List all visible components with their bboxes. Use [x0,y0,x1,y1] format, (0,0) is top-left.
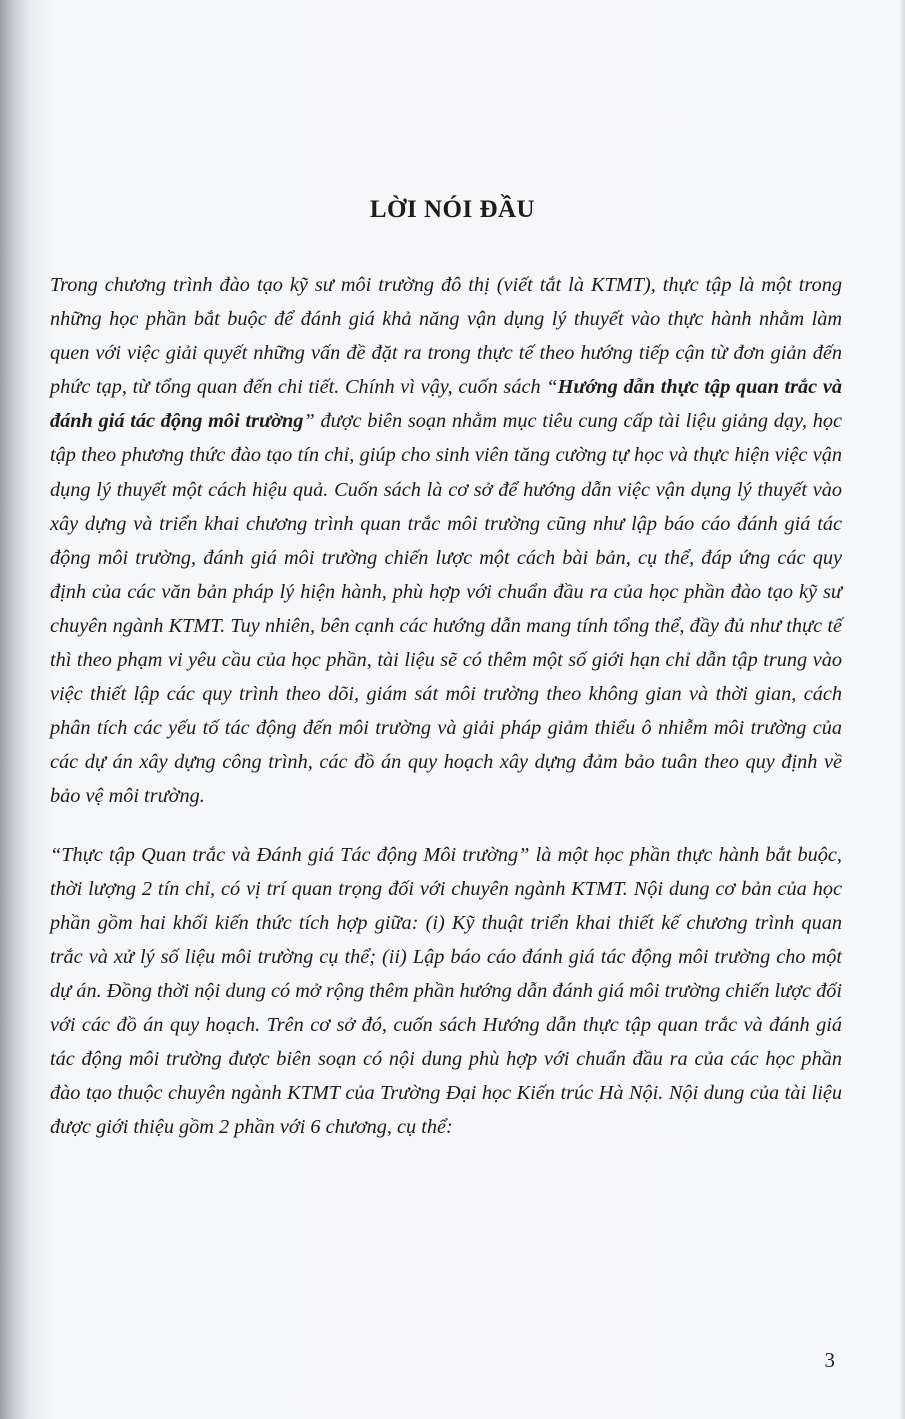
book-title: Hướng dẫn thực tập quan trắc và đánh giá tác động môi trường [50,376,842,433]
paragraph-1-text-after: ” được biên soạn nhằm mục tiêu cung cấp tài liệu giảng dạy, học tập theo phương thức đào tạo tín chỉ, giúp cho sinh viên tăng cường tự học và thực hiện việc vận dụng lý thuyết một cách hiệu quả. Cuốn sách là cơ sở để hướng dẫn việc vận dụng lý thuyết vào xây dựng và triển khai chương trình quan trắc môi trường cũng như lập báo cáo đánh giá tác động môi trường, đánh giá môi trường chiến lược một cách bài bản, cụ thể, đáp ứng các quy định của các văn bản pháp lý hiện hành, phù hợp với chuẩn đầu ra của học phần đào tạo kỹ sư chuyên ngành KTMT. Tuy nhiên, bên cạnh các hướng dẫn mang tính tổng thể, đầy đủ như thực tế thì theo phạm vi yêu cầu của học phần, tài liệu sẽ có thêm một số giới hạn chỉ dẫn tập trung vào việc thiết lập các quy trình theo dõi, giám sát môi trường theo không gian và thời gian, cách phân tích các yếu tố tác động đến môi trường và giải pháp giảm thiểu ô nhiễm môi trường của các dự án xây dựng công trình, các đồ án quy hoạch xây dựng đảm bảo tuân theo quy định về bảo vệ môi trường. [50,410,843,808]
body-text [50,268,842,1144]
page-heading: LỜI NÓI ĐẦU [369,196,536,223]
paragraph-2: “Thực tập Quan trắc và Đánh giá Tác động Môi trường” là một học phần thực hành bắt buộc, thời lượng 2 tín chỉ, có vị trí quan trọng đối với chuyên ngành KTMT. Nội dung cơ bản của học phần gồm hai khối kiến thức tích hợp giữa: (i) Kỹ thuật triển khai thiết kế chương trình quan trắc và xử lý số liệu môi trường cụ thể; (ii) Lập báo cáo đánh giá tác động môi trường cho một dự án. Đồng thời nội dung có mở rộng thêm phần hướng dẫn đánh giá môi trường chiến lược đối với các đồ án quy hoạch. Trên cơ sở đó, cuốn sách Hướng dẫn thực tập quan trắc và đánh giá tác động môi trường được biên soạn có nội dung phù hợp với chuẩn đầu ra của các học phần đào tạo thuộc chuyên ngành KTMT của Trường Đại học Kiến trúc Hà Nội. Nội dung của tài liệu được giới thiệu gồm 2 phần với 6 chương, cụ thể: [50,843,842,1139]
page-number: 3 [824,1348,835,1372]
paragraph-1-text-before: Trong chương trình đào tạo kỹ sư môi trường đô thị (viết tắt là KTMT), thực tập là một trong những học phần bắt buộc để đánh giá khả năng vận dụng lý thuyết vào thực hành nhằm làm quen với việc giải quyết những vấn đề đặt ra trong thực tế theo hướng tiếp cận từ đơn giản đến phức tạp, từ tổng quan đến chi tiết. Chính vì vậy, cuốn sách “ [50,274,842,399]
paragraph-1 [50,268,842,814]
